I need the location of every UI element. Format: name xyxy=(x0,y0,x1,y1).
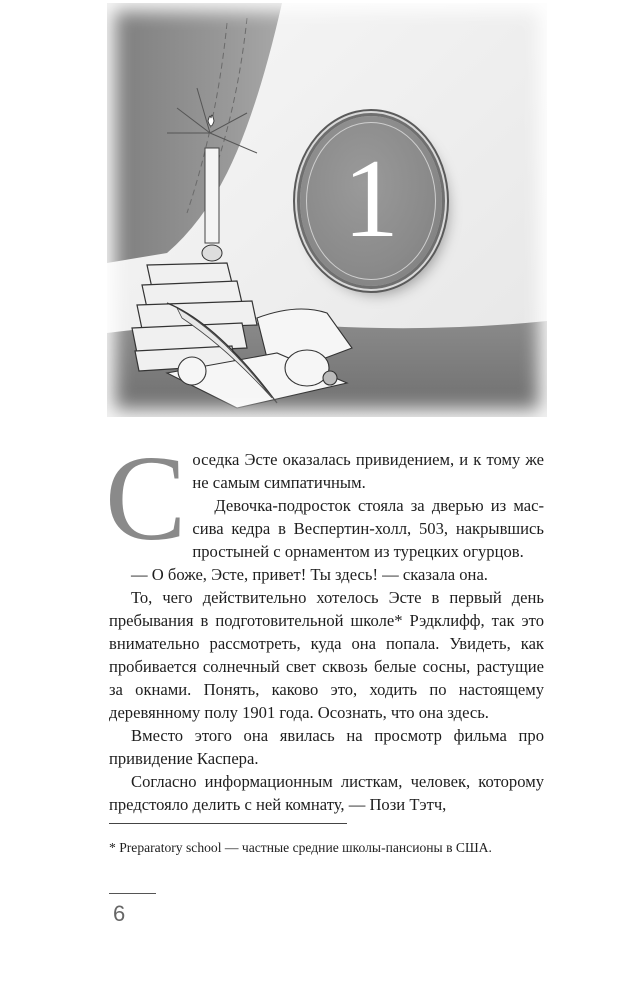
paragraph: Согласно информационным листкам, человек, которому предстояло делить с ней комнату, — Пози Тэтч, xyxy=(109,772,544,814)
chapter-number: 1 xyxy=(343,137,399,261)
paragraph: — О боже, Эсте, привет! Ты здесь! — сказала она. xyxy=(131,565,488,584)
paragraph: Девочка-подросток стояла за дверью из массива кедра в Веспертин-холл, 503, накрывшись простыней с орнаментом из турецких огурцов. xyxy=(192,496,544,561)
paragraph: То, чего действительно хотелось Эсте в первый день пребывания в подготовительной школе* Рэдклифф, так это внимательно рассмотреть, куда она попала. Увидеть, как пробивается солнечный свет сквозь белые сосны, растущие за окнами. Понять, каково это, ходить по настоящему деревянному полу 1901 года. Осознать, что она здесь. xyxy=(109,588,544,722)
chapter-illustration xyxy=(107,3,547,417)
page-number: 6 xyxy=(113,901,126,926)
paragraph: Вместо этого она явилась на просмотр фильма про привидение Каспера. xyxy=(109,726,544,768)
chapter-badge xyxy=(300,116,442,286)
folio-divider xyxy=(109,893,156,894)
paragraph: оседка Эсте оказалась привидением, и к тому же не самым симпатичным. xyxy=(192,450,544,492)
footnote-divider xyxy=(109,823,347,824)
drop-cap: С xyxy=(105,431,187,566)
chapter-body xyxy=(105,431,544,816)
footnote: * Preparatory school — частные средние школы-пансионы в США. xyxy=(109,840,492,855)
